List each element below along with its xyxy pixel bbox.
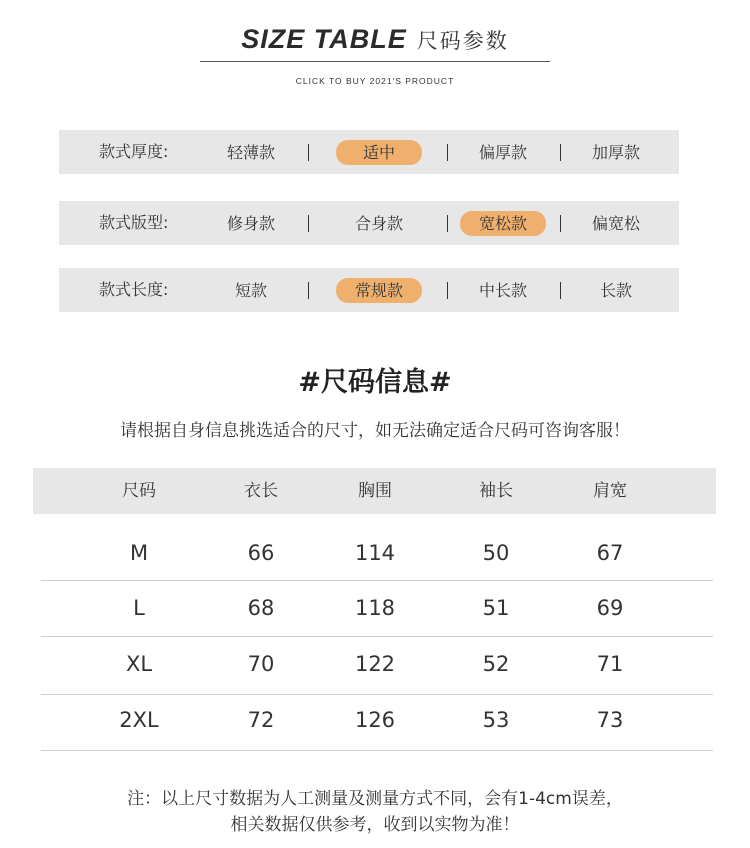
option-slim: 修身款: [226, 214, 275, 233]
cell-sleeve: 52: [482, 652, 510, 676]
option-regular-fit: 合身款: [354, 214, 403, 233]
option-separator: [308, 215, 309, 232]
option-separator: [308, 144, 309, 161]
column-header-length: 衣长: [244, 481, 278, 501]
cell-length: 68: [247, 596, 275, 620]
table-row: [0, 580, 750, 636]
option-separator: [560, 144, 561, 161]
style-row-fit: [59, 201, 679, 245]
cell-shoulder: 73: [596, 708, 624, 732]
style-row-label: 款式版型:: [99, 213, 169, 232]
cell-sleeve: 53: [482, 708, 510, 732]
style-row-thickness: [59, 130, 679, 174]
title-english: SIZE TABLE: [241, 24, 407, 54]
cell-size: M: [129, 541, 149, 565]
cell-length: 72: [247, 708, 275, 732]
cell-size: XL: [125, 652, 153, 676]
cell-length: 66: [247, 541, 275, 565]
column-header-sleeve: 袖长: [479, 481, 513, 501]
column-header-chest: 胸围: [358, 481, 392, 501]
size-info-description: 请根据自身信息挑选适合的尺寸，如无法确定适合尺码可咨询客服！: [120, 421, 630, 441]
note-line-2: 相关数据仅供参考，收到以实物为准！: [230, 815, 520, 835]
note-line-1: 注：以上尺寸数据为人工测量及测量方式不同，会有1-4cm误差，: [127, 789, 623, 809]
cell-size: 2XL: [119, 708, 159, 732]
table-row: [0, 692, 750, 748]
option-long: 长款: [599, 281, 632, 300]
option-loose-selected: 宽松款: [460, 211, 546, 236]
cell-shoulder: 67: [596, 541, 624, 565]
cell-chest: 126: [354, 708, 396, 732]
option-separator: [308, 282, 309, 299]
cell-shoulder: 69: [596, 596, 624, 620]
title-line: [241, 24, 509, 55]
title-chinese: 尺码参数: [416, 29, 509, 53]
cell-sleeve: 51: [482, 596, 510, 620]
cell-chest: 122: [354, 652, 396, 676]
option-separator: [447, 215, 448, 232]
option-slightly-loose: 偏宽松: [591, 214, 640, 233]
option-slightly-thick: 偏厚款: [478, 143, 527, 162]
option-short: 短款: [234, 281, 267, 300]
subtitle: CLICK TO BUY 2021'S PRODUCT: [295, 76, 455, 86]
option-separator: [560, 215, 561, 232]
cell-size: L: [133, 596, 145, 620]
style-row-label: 款式长度:: [99, 280, 169, 299]
cell-chest: 118: [354, 596, 396, 620]
cell-length: 70: [247, 652, 275, 676]
size-info-heading: #尺码信息#: [298, 367, 452, 398]
cell-sleeve: 50: [482, 541, 510, 565]
option-separator: [560, 282, 561, 299]
option-separator: [447, 282, 448, 299]
title-divider: [200, 61, 550, 62]
option-separator: [447, 144, 448, 161]
column-header-shoulder: 肩宽: [593, 481, 627, 501]
size-table-header: [0, 24, 750, 55]
option-medium-selected: 适中: [336, 140, 422, 165]
table-row: [0, 636, 750, 692]
cell-shoulder: 71: [596, 652, 624, 676]
option-thick: 加厚款: [591, 143, 640, 162]
row-divider: [41, 750, 713, 751]
option-mid-length: 中长款: [478, 281, 527, 300]
size-table-header-row: [33, 468, 716, 514]
option-regular-length-selected: 常规款: [336, 278, 422, 303]
style-row-length: [59, 268, 679, 312]
style-row-label: 款式厚度:: [99, 142, 169, 161]
column-header-size: 尺码: [122, 481, 156, 501]
table-row: [0, 525, 750, 581]
option-thin: 轻薄款: [226, 143, 275, 162]
cell-chest: 114: [354, 541, 396, 565]
